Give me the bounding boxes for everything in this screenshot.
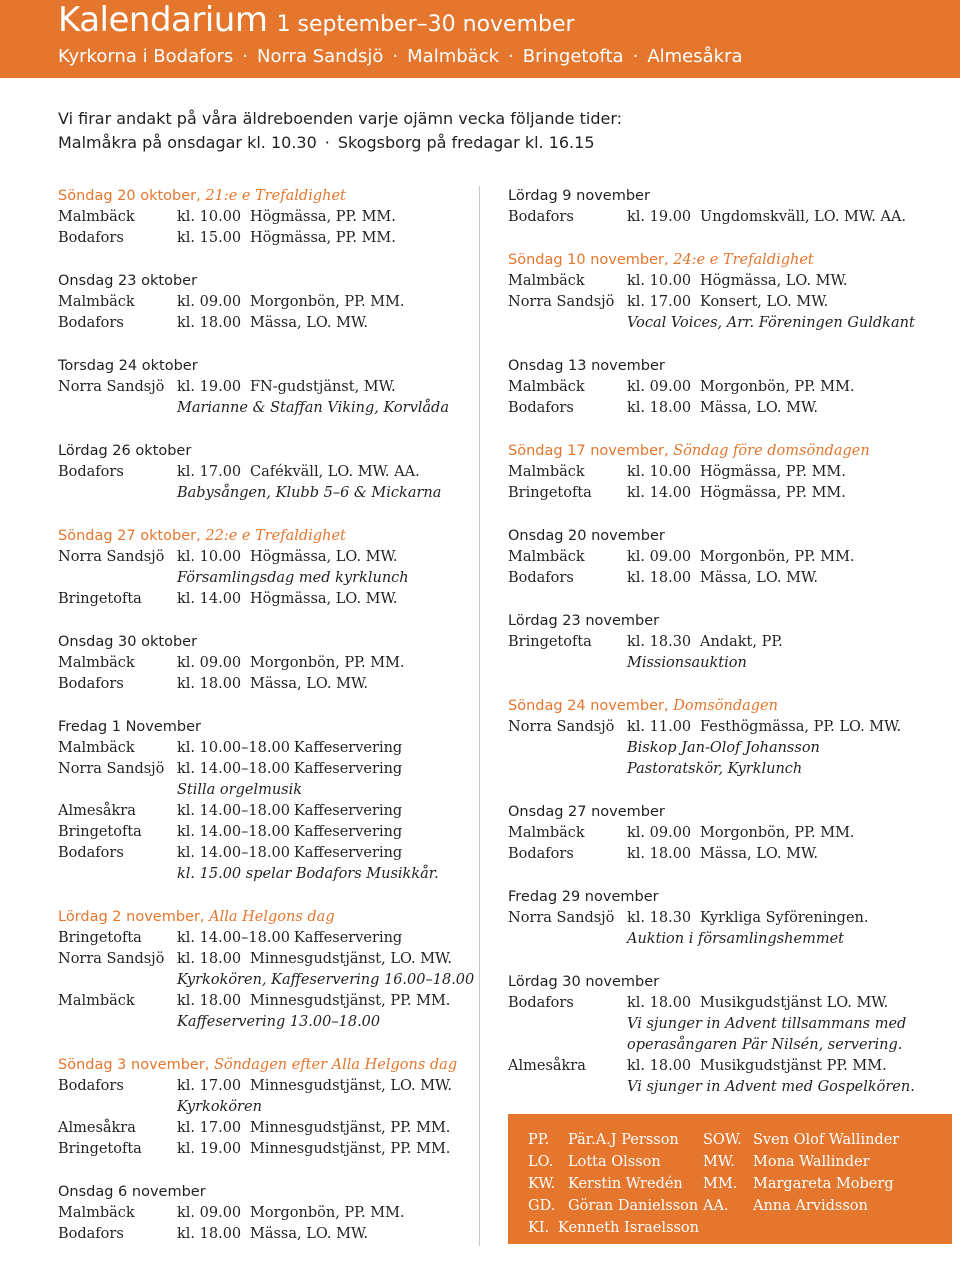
event-row: [508, 292, 928, 313]
event-location: Malmbäck: [508, 464, 585, 480]
event-time: kl. 17.00: [177, 1078, 242, 1094]
parish-name: Bringetofta: [522, 46, 624, 67]
event-row: [58, 928, 468, 949]
event-location: Bodafors: [508, 995, 574, 1011]
event-day: [508, 802, 928, 865]
legend-name: Lotta Olsson: [568, 1154, 661, 1170]
event-row: [58, 1076, 468, 1097]
legend-name: Göran Danielsson: [568, 1198, 699, 1214]
legend-name: Anna Arvidsson: [753, 1198, 868, 1214]
left-column: [58, 186, 475, 1267]
legend-item: [528, 1198, 698, 1214]
legend-abbr: LO.: [528, 1154, 554, 1170]
event-time: kl. 17.00: [177, 1120, 242, 1136]
event-description: Mässa, LO. MW.: [700, 846, 818, 862]
event-description: Högmässa, PP. MM.: [700, 464, 846, 480]
event-description: Mässa, LO. MW.: [250, 315, 368, 331]
event-day: [508, 526, 928, 589]
event-note: operasångaren Pär Nilsén, servering.: [627, 1037, 903, 1053]
parish-name: Almesåkra: [647, 46, 743, 67]
day-heading: [58, 907, 468, 928]
event-location: Bringetofta: [58, 930, 142, 946]
event-note: kl. 15.00 spelar Bodafors Musikkår.: [177, 866, 439, 882]
event-time: kl. 10.00: [177, 209, 242, 225]
legend-item: [528, 1154, 661, 1170]
event-location: Malmbäck: [58, 740, 135, 756]
event-description: Morgonbön, PP. MM.: [250, 294, 405, 310]
event-time: kl. 14.00–18.00: [177, 824, 290, 840]
event-description: Mässa, LO. MW.: [700, 570, 818, 586]
event-description: Kaffeservering: [293, 740, 403, 756]
event-row: [58, 822, 468, 843]
event-note: Vocal Voices, Arr. Föreningen Guldkant: [627, 315, 915, 331]
event-day: [58, 632, 468, 695]
event-row: [58, 949, 468, 970]
day-heading: [508, 887, 928, 908]
event-row: [58, 292, 468, 313]
event-description: Kaffeservering: [293, 845, 403, 861]
event-day: [508, 441, 928, 504]
day-heading: [508, 696, 928, 717]
event-row: [58, 377, 468, 398]
event-location: Norra Sandsjö: [508, 719, 615, 735]
event-location: Bringetofta: [58, 824, 142, 840]
event-description: Minnesgudstjänst, PP. MM.: [250, 1141, 451, 1157]
event-row: [508, 462, 928, 483]
event-row: [58, 547, 468, 568]
day-heading: [508, 186, 928, 207]
event-time: kl. 18.30: [627, 634, 692, 650]
event-row: [58, 207, 468, 228]
event-row: [508, 568, 928, 589]
intro-line: Vi firar andakt på våra äldreboenden varje ojämn vecka följande tider:: [58, 109, 623, 128]
event-day: [58, 1055, 468, 1160]
event-day: [58, 1182, 468, 1245]
parish-name: Malmbäck: [407, 46, 500, 67]
event-description: Mässa, LO. MW.: [700, 400, 818, 416]
event-location: Bodafors: [58, 676, 124, 692]
event-description: Högmässa, PP. MM.: [250, 209, 396, 225]
day-date: Söndag 10 november,: [508, 252, 669, 268]
event-description: Ungdomskväll, LO. MW. AA.: [700, 209, 907, 225]
event-time: kl. 18.00: [627, 570, 692, 586]
event-row: [508, 483, 928, 504]
day-observance: 22:e e Trefaldighet: [205, 528, 346, 544]
event-location: Bringetofta: [58, 1141, 142, 1157]
legend-abbr: PP.: [528, 1132, 550, 1148]
legend-name: Sven Olof Wallinder: [753, 1132, 900, 1148]
day-observance: Söndag före domsöndagen: [673, 443, 870, 459]
intro-line: [58, 131, 622, 155]
page-title: [58, 0, 575, 40]
event-day: [508, 611, 928, 674]
legend-box: [508, 1114, 952, 1244]
legend-abbr: SOW.: [703, 1132, 742, 1148]
event-row: [508, 547, 928, 568]
event-location: Almesåkra: [58, 1120, 136, 1136]
event-location: Malmbäck: [58, 655, 135, 671]
event-location: Malmbäck: [58, 993, 135, 1009]
event-description: Kaffeservering: [293, 803, 403, 819]
event-time: kl. 18.00: [177, 993, 242, 1009]
event-time: kl. 18.30: [627, 910, 692, 926]
event-location: Norra Sandsjö: [508, 294, 615, 310]
event-day: [508, 250, 928, 334]
event-time: kl. 19.00: [627, 209, 692, 225]
event-row: [58, 228, 468, 249]
legend-item: [703, 1154, 870, 1170]
event-note: Vi sjunger in Advent tillsammans med: [627, 1016, 907, 1032]
event-description: Kaffeservering: [293, 930, 403, 946]
event-row: [58, 1139, 468, 1160]
day-date: Lördag 9 november: [508, 188, 650, 204]
event-location: Bodafors: [508, 209, 574, 225]
event-note: Kyrkokören: [177, 1099, 262, 1115]
event-description: Kyrkliga Syföreningen.: [700, 910, 869, 926]
event-location: Bodafors: [508, 400, 574, 416]
legend-name: Margareta Moberg: [753, 1176, 894, 1192]
event-row: [58, 843, 468, 864]
parish-list: [58, 46, 743, 67]
event-day: [508, 887, 928, 950]
legend-item: [528, 1176, 683, 1192]
event-row: [58, 313, 468, 334]
event-description: Mässa, LO. MW.: [250, 1226, 368, 1242]
event-time: kl. 19.00: [177, 379, 242, 395]
legend-name: Kerstin Wredén: [568, 1176, 683, 1192]
event-note: Kaffeservering 13.00–18.00: [177, 1014, 381, 1030]
day-heading: [508, 250, 928, 271]
event-description: FN-gudstjänst, MW.: [250, 379, 396, 395]
day-observance: Domsöndagen: [673, 698, 778, 714]
legend-abbr: KW.: [528, 1176, 556, 1192]
day-heading: [58, 186, 468, 207]
day-heading: [58, 271, 468, 292]
day-heading: [508, 972, 928, 993]
day-heading: [58, 632, 468, 653]
event-time: kl. 14.00–18.00: [177, 803, 290, 819]
event-description: Mässa, LO. MW.: [250, 676, 368, 692]
event-time: kl. 09.00: [177, 1205, 242, 1221]
day-date: Lördag 2 november,: [58, 909, 205, 925]
day-heading: [508, 802, 928, 823]
event-location: Bodafors: [508, 570, 574, 586]
event-note: Pastoratskör, Kyrklunch: [627, 761, 803, 777]
intro-text: [58, 107, 622, 155]
event-description: Festhögmässa, PP. LO. MW.: [700, 719, 902, 735]
event-note: Missionsauktion: [627, 655, 747, 671]
day-date: Torsdag 24 oktober: [58, 358, 198, 374]
event-description: Musikgudstjänst LO. MW.: [700, 995, 889, 1011]
event-time: kl. 18.00: [177, 676, 242, 692]
intro-skogsborg: Skogsborg på fredagar kl. 16.15: [337, 133, 595, 152]
event-note: Kyrkokören, Kaffeservering 16.00–18.00: [177, 972, 475, 988]
legend-item: [528, 1132, 679, 1148]
title-main: Kalendarium: [58, 0, 268, 40]
event-time: kl. 09.00: [627, 549, 692, 565]
event-row: [508, 398, 928, 419]
event-location: Bodafors: [508, 846, 574, 862]
day-date: Söndag 27 oktober,: [58, 528, 201, 544]
event-location: Malmbäck: [508, 825, 585, 841]
event-row: [58, 738, 468, 759]
day-observance: Söndagen efter Alla Helgons dag: [214, 1057, 458, 1073]
right-column: [508, 186, 928, 1120]
event-location: Malmbäck: [58, 294, 135, 310]
day-date: Onsdag 6 november: [58, 1184, 206, 1200]
event-day: [58, 271, 468, 334]
event-description: Konsert, LO. MW.: [700, 294, 829, 310]
event-location: Bodafors: [58, 1078, 124, 1094]
event-location: Norra Sandsjö: [58, 761, 165, 777]
header-band: [0, 0, 960, 78]
event-time: kl. 09.00: [627, 379, 692, 395]
event-location: Malmbäck: [508, 273, 585, 289]
event-note: Auktion i församlingshemmet: [627, 931, 845, 947]
event-time: kl. 18.00: [177, 1226, 242, 1242]
legend-abbr: AA.: [703, 1198, 729, 1214]
event-row: [508, 717, 928, 738]
event-description: Kaffeservering: [293, 824, 403, 840]
event-description: Morgonbön, PP. MM.: [250, 655, 405, 671]
day-date: Onsdag 13 november: [508, 358, 665, 374]
legend-abbr: KI.: [528, 1220, 550, 1236]
legend-abbr: MW.: [703, 1154, 735, 1170]
event-day: [58, 526, 468, 610]
event-location: Malmbäck: [508, 379, 585, 395]
day-heading: [508, 356, 928, 377]
day-heading: [508, 611, 928, 632]
event-description: Högmässa, PP. MM.: [700, 485, 846, 501]
day-date: Lördag 23 november: [508, 613, 660, 629]
event-description: Morgonbön, PP. MM.: [700, 379, 855, 395]
event-description: Morgonbön, PP. MM.: [250, 1205, 405, 1221]
separator-dot: ·: [632, 46, 639, 67]
day-heading: [58, 717, 468, 738]
event-location: Bodafors: [58, 464, 124, 480]
event-row: [508, 908, 928, 929]
event-time: kl. 14.00: [627, 485, 692, 501]
event-time: kl. 14.00–18.00: [177, 845, 290, 861]
event-location: Malmbäck: [58, 209, 135, 225]
event-day: [58, 907, 475, 1033]
event-day: [58, 186, 468, 249]
event-row: [508, 207, 928, 228]
event-description: Minnesgudstjänst, PP. MM.: [250, 1120, 451, 1136]
event-location: Bringetofta: [508, 485, 592, 501]
intro-malmakra: Malmåkra på onsdagar kl. 10.30: [58, 133, 317, 152]
event-time: kl. 10.00: [177, 549, 242, 565]
legend-item: [703, 1132, 899, 1148]
event-row: [58, 1203, 468, 1224]
day-heading: [58, 441, 468, 462]
event-row: [508, 993, 928, 1014]
legend-name: Kenneth Israelsson: [558, 1220, 699, 1236]
event-time: kl. 14.00–18.00: [177, 930, 290, 946]
title-date-range: 1 september–30 november: [276, 12, 575, 37]
event-time: kl. 17.00: [177, 464, 242, 480]
event-time: kl. 19.00: [177, 1141, 242, 1157]
column-divider: [479, 186, 480, 1246]
legend-item: [528, 1220, 699, 1236]
event-time: kl. 10.00–18.00: [177, 740, 290, 756]
event-row: [58, 653, 468, 674]
day-date: Onsdag 30 oktober: [58, 634, 198, 650]
event-location: Bodafors: [58, 315, 124, 331]
event-row: [58, 1118, 468, 1139]
event-location: Norra Sandsjö: [58, 379, 165, 395]
day-heading: [58, 1182, 468, 1203]
event-time: kl. 10.00: [627, 273, 692, 289]
event-row: [58, 991, 468, 1012]
legend-name: Pär.A.J Persson: [568, 1132, 679, 1148]
event-day: [508, 696, 928, 780]
event-location: Norra Sandsjö: [58, 549, 165, 565]
separator-dot: ·: [508, 46, 514, 67]
event-location: Malmbäck: [508, 549, 585, 565]
event-day: [508, 972, 928, 1098]
day-heading: [58, 1055, 468, 1076]
day-heading: [508, 441, 928, 462]
legend-abbr: GD.: [528, 1198, 556, 1214]
event-location: Almesåkra: [508, 1058, 586, 1074]
event-time: kl. 18.00: [627, 400, 692, 416]
event-description: Cafékväll, LO. MW. AA.: [250, 464, 420, 480]
event-location: Norra Sandsjö: [58, 951, 165, 967]
event-time: kl. 18.00: [627, 846, 692, 862]
event-row: [508, 377, 928, 398]
separator-dot: ·: [242, 46, 248, 67]
event-time: kl. 09.00: [627, 825, 692, 841]
event-location: Bodafors: [58, 845, 124, 861]
legend-abbr: MM.: [703, 1176, 738, 1192]
event-description: Minnesgudstjänst, PP. MM.: [250, 993, 451, 1009]
event-location: Bringetofta: [58, 591, 142, 607]
event-time: kl. 18.00: [177, 951, 242, 967]
event-time: kl. 09.00: [177, 655, 242, 671]
day-observance: Alla Helgons dag: [209, 909, 335, 925]
day-date: Onsdag 27 november: [508, 804, 665, 820]
event-row: [58, 589, 468, 610]
event-description: Minnesgudstjänst, LO. MW.: [250, 951, 453, 967]
event-description: Högmässa, LO. MW.: [250, 591, 398, 607]
event-description: Musikgudstjänst PP. MM.: [700, 1058, 887, 1074]
day-date: Söndag 17 november,: [508, 443, 669, 459]
event-note: Biskop Jan-Olof Johansson: [627, 740, 820, 756]
event-location: Bodafors: [58, 1226, 124, 1242]
event-row: [58, 674, 468, 695]
day-observance: 24:e e Trefaldighet: [673, 252, 814, 268]
event-row: [508, 271, 928, 292]
day-observance: 21:e e Trefaldighet: [205, 188, 346, 204]
event-time: kl. 18.00: [627, 995, 692, 1011]
event-description: Högmässa, LO. MW.: [250, 549, 398, 565]
day-date: Söndag 20 oktober,: [58, 188, 201, 204]
event-day: [58, 717, 468, 885]
event-location: Almesåkra: [58, 803, 136, 819]
day-date: Onsdag 23 oktober: [58, 273, 198, 289]
day-date: Söndag 3 november,: [58, 1057, 210, 1073]
parish-name: Kyrkorna i Bodafors: [58, 46, 234, 67]
event-note: Babysången, Klubb 5–6 & Mickarna: [177, 485, 442, 501]
event-time: kl. 15.00: [177, 230, 242, 246]
event-row: [58, 759, 468, 780]
event-location: Bodafors: [58, 230, 124, 246]
event-description: Morgonbön, PP. MM.: [700, 549, 855, 565]
event-day: [508, 356, 928, 419]
event-note: Vi sjunger in Advent med Gospelkören.: [627, 1079, 915, 1095]
event-day: [508, 186, 928, 228]
day-date: Lördag 30 november: [508, 974, 660, 990]
legend-item: [703, 1198, 868, 1214]
day-heading: [508, 526, 928, 547]
day-date: Fredag 29 november: [508, 889, 659, 905]
event-time: kl. 14.00: [177, 591, 242, 607]
event-row: [508, 1056, 928, 1077]
event-location: Norra Sandsjö: [508, 910, 615, 926]
event-description: Minnesgudstjänst, LO. MW.: [250, 1078, 453, 1094]
event-note: Stilla orgelmusik: [177, 782, 303, 798]
event-description: Högmässa, PP. MM.: [250, 230, 396, 246]
event-row: [508, 823, 928, 844]
event-row: [58, 1224, 468, 1245]
event-location: Malmbäck: [58, 1205, 135, 1221]
day-heading: [58, 356, 468, 377]
day-date: Fredag 1 November: [58, 719, 202, 735]
event-time: kl. 18.00: [177, 315, 242, 331]
event-note: Marianne & Staffan Viking, Korvlåda: [177, 400, 449, 416]
event-row: [508, 632, 928, 653]
separator-dot: ·: [392, 46, 399, 67]
event-day: [58, 356, 468, 419]
event-day: [58, 441, 468, 504]
event-description: Andakt, PP.: [700, 634, 783, 650]
parish-name: Norra Sandsjö: [257, 46, 384, 67]
event-description: Kaffeservering: [293, 761, 403, 777]
event-description: Högmässa, LO. MW.: [700, 273, 848, 289]
event-time: kl. 11.00: [627, 719, 692, 735]
day-date: Söndag 24 november,: [508, 698, 669, 714]
event-description: Morgonbön, PP. MM.: [700, 825, 855, 841]
event-time: kl. 17.00: [627, 294, 692, 310]
separator-dot: ·: [324, 133, 330, 152]
legend-item: [703, 1176, 894, 1192]
event-location: Bringetofta: [508, 634, 592, 650]
event-row: [58, 801, 468, 822]
legend-name: Mona Wallinder: [753, 1154, 870, 1170]
event-row: [508, 844, 928, 865]
event-row: [58, 462, 468, 483]
event-note: Församlingsdag med kyrklunch: [177, 570, 409, 586]
day-date: Onsdag 20 november: [508, 528, 665, 544]
day-heading: [58, 526, 468, 547]
event-time: kl. 10.00: [627, 464, 692, 480]
event-time: kl. 18.00: [627, 1058, 692, 1074]
event-time: kl. 14.00–18.00: [177, 761, 290, 777]
event-time: kl. 09.00: [177, 294, 242, 310]
day-date: Lördag 26 oktober: [58, 443, 192, 459]
